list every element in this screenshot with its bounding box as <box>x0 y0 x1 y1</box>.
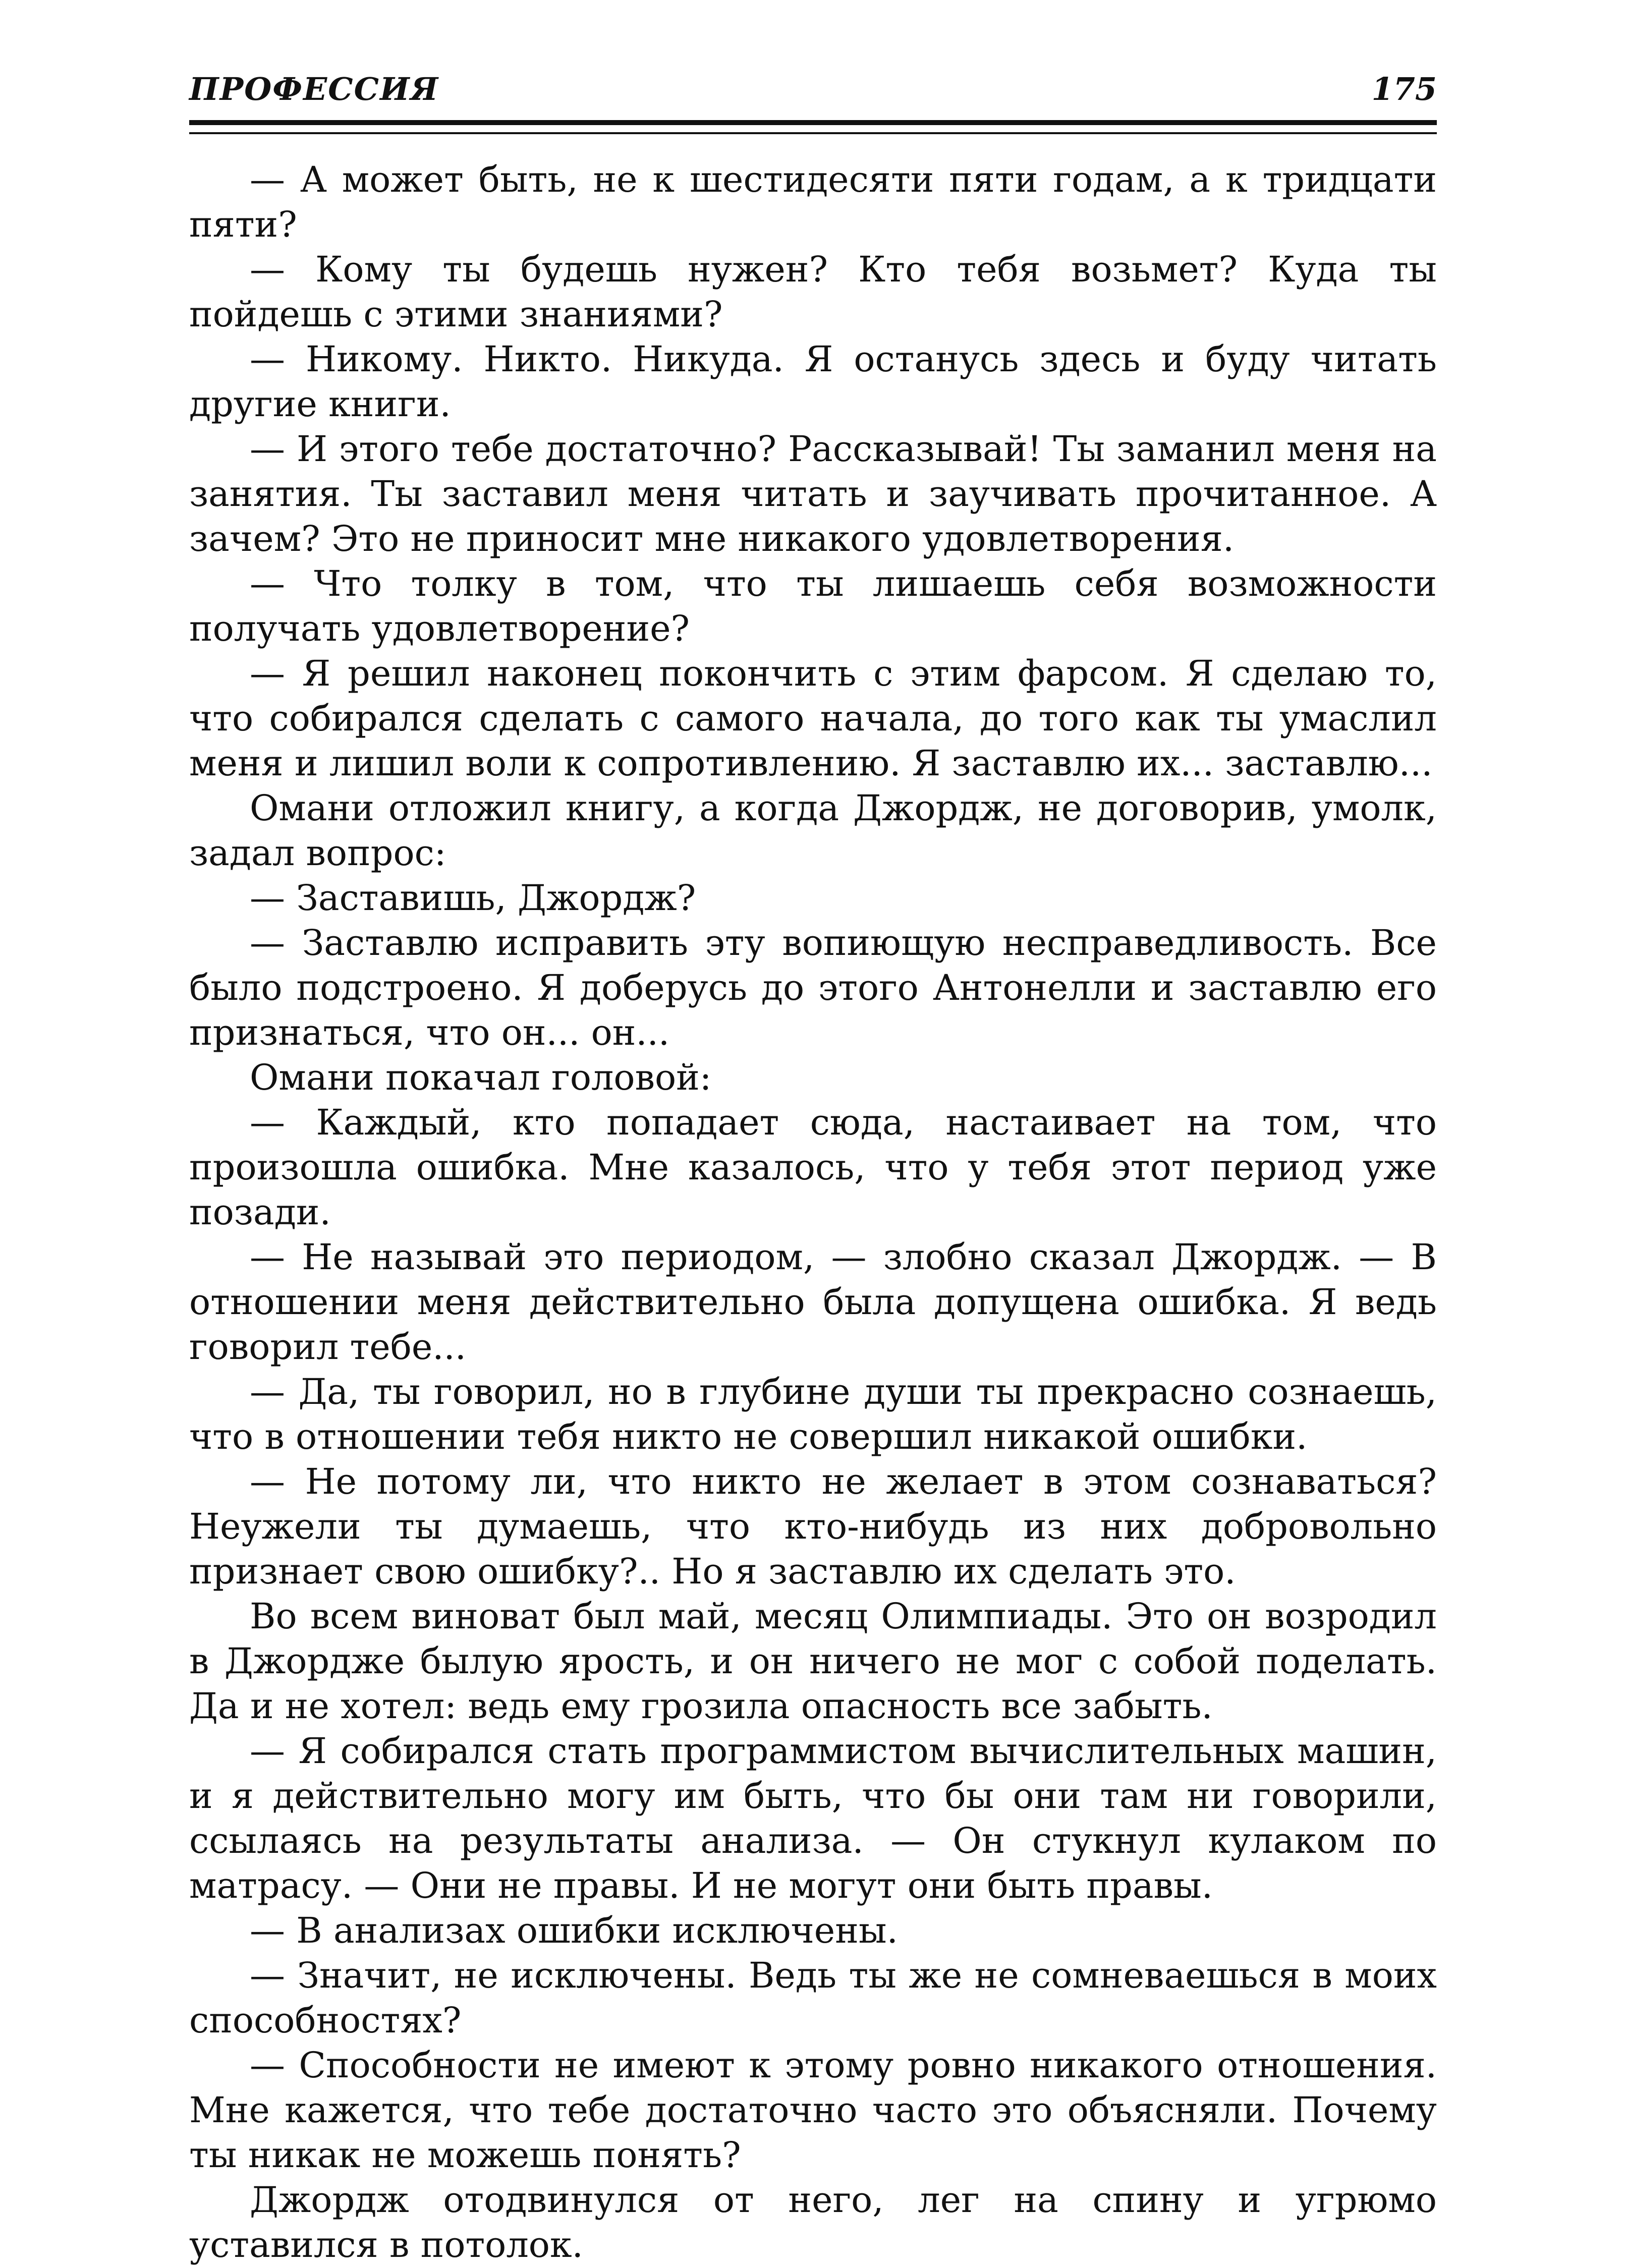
paragraph: — Никому. Никто. Никуда. Я останусь здесь и буду читать другие книги. <box>189 338 1437 425</box>
running-head <box>189 61 1437 116</box>
paragraph: — Я решил наконец покончить с этим фарсом. Я сделаю то, что собирался сделать с самого начала, до того как ты умаслил меня и лишил воли к сопротивлению. Я заставлю их... заставлю... <box>189 653 1437 784</box>
header-rule-thick <box>189 120 1437 125</box>
paragraph: — Заставлю исправить эту вопиющую несправедливость. Все было подстроено. Я доберусь до этого Антонелли и заставлю его признаться, что он... он... <box>189 922 1437 1053</box>
paragraph: Омани покачал головой: <box>250 1057 712 1098</box>
paragraph: — Я собирался стать программистом вычислительных машин, и я действительно могу им быть, что бы они там ни говорили, ссылаясь на результаты анализа. — Он стукнул кулаком по матрасу. — Они не правы. И не могут они быть правы. <box>189 1730 1437 1906</box>
header-rule-thin <box>189 132 1437 134</box>
paragraph: — Значит, не исключены. Ведь ты же не сомневаешься в моих способностях? <box>189 1955 1437 2041</box>
paragraph: — Не потому ли, что никто не желает в этом сознаваться? Неужели ты думаешь, что кто-нибудь из них добровольно признает свою ошибку?.. Но я заставлю их сделать это. <box>189 1461 1437 1592</box>
paragraph: — А может быть, не к шестидесяти пяти годам, а к тридцати пяти? <box>189 159 1437 245</box>
paragraph: Омани отложил книгу, а когда Джордж, не договорив, умолк, задал вопрос: <box>189 787 1437 874</box>
paragraph: Во всем виноват был май, месяц Олимпиады. Это он возродил в Джордже былую ярость, и он ничего не мог с собой поделать. Да и не хотел: ведь ему грозила опасность все забыть. <box>189 1596 1437 1727</box>
paragraph: Джордж отодвинулся от него, лег на спину и угрюмо уставился в потолок. <box>189 2179 1437 2265</box>
paragraph: — Заставишь, Джордж? <box>250 877 696 919</box>
paragraph: — Каждый, кто попадает сюда, настаивает на том, что произошла ошибка. Мне казалось, что у тебя этот период уже позади. <box>189 1102 1437 1233</box>
paragraph: — Да, ты говорил, но в глубине души ты прекрасно сознаешь, что в отношении тебя никто не совершил никакой ошибки. <box>189 1371 1437 1457</box>
paragraph: — Кому ты будешь нужен? Кто тебя возьмет? Куда ты пойдешь с этими знаниями? <box>189 249 1437 335</box>
paragraph: — Не называй это периодом, — злобно сказал Джордж. — В отношении меня действительно была допущена ошибка. Я ведь говорил тебе... <box>189 1236 1437 1368</box>
paragraph: — В анализах ошибки исключены. <box>250 1910 898 1951</box>
running-title: ПРОФЕССИЯ <box>189 71 439 107</box>
page-number: 175 <box>1371 71 1437 107</box>
paragraph: — И этого тебе достаточно? Рассказывай! Ты заманил меня на занятия. Ты заставил меня читать и заучивать прочитанное. А зачем? Это не приносит мне никакого удовлетворения. <box>189 428 1437 559</box>
paragraph: — Что толку в том, что ты лишаешь себя возможности получать удовлетворение? <box>189 563 1437 649</box>
text-body <box>189 157 1437 2267</box>
paragraph: — Способности не имеют к этому ровно никакого отношения. Мне кажется, что тебе достаточно часто это объясняли. Почему ты никак не можешь понять? <box>189 2045 1437 2176</box>
